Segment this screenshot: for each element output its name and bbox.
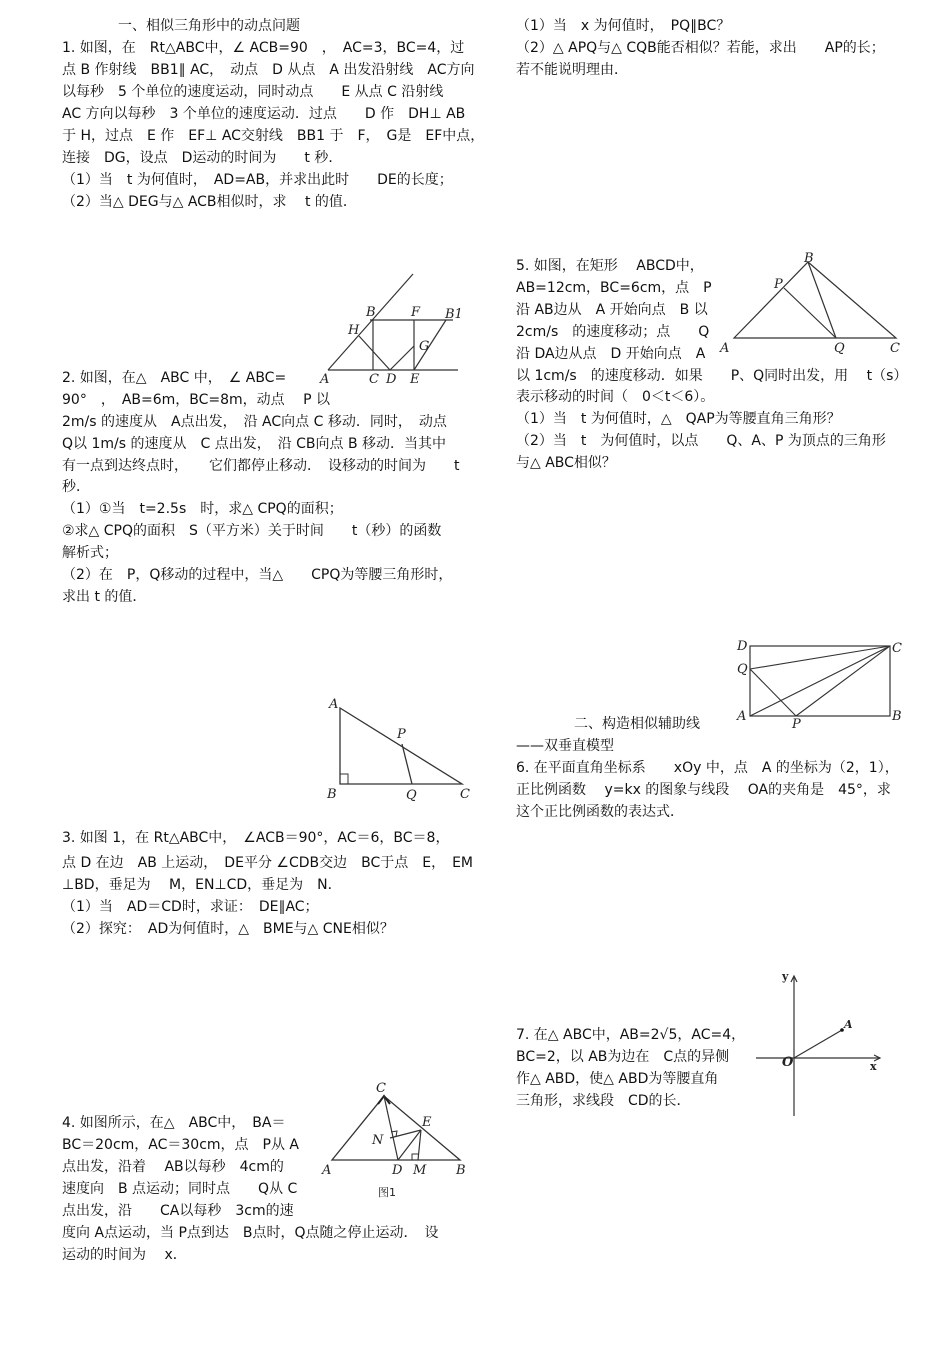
text-line: 以 1cm/s 的速度移动．如果 P、Q同时出发，用 t（s）	[516, 368, 908, 384]
label-C: C	[892, 641, 902, 656]
figure-problem-3	[320, 1078, 475, 1208]
label-M: M	[413, 1163, 427, 1178]
section2-title: 二、构造相似辅助线	[574, 716, 700, 732]
text-line: 点出发，沿 CA以每秒 3cm的速	[62, 1203, 294, 1219]
text-line: 解析式；	[62, 545, 118, 561]
text-line: Q以 1m/s 的速度从 C 点出发， 沿 CB向点 B 移动．当其中	[62, 436, 447, 452]
label-A: A	[320, 372, 330, 387]
section1-title: 一、相似三角形中的动点问题	[118, 18, 300, 34]
text-line: （1）当 t 为何值时， AD=AB，并求出此时 DE的长度；	[62, 172, 453, 188]
text-line: 2cm/s 的速度移动；点 Q	[516, 324, 710, 340]
label-E: E	[422, 1115, 432, 1130]
label-Q: Q	[834, 341, 845, 356]
label-y: y	[782, 970, 789, 983]
figure-problem-5-triangle	[716, 250, 906, 360]
label-A: A	[737, 709, 747, 724]
label-Q: Q	[406, 788, 417, 803]
text-line: （2）在 P，Q移动的过程中，当△ CPQ为等腰三角形时，	[62, 567, 453, 583]
text-line: 有一点到达终点时， 它们都停止移动． 设移动的时间为 t	[62, 458, 460, 474]
label-A: A	[720, 341, 730, 356]
text-line: 作△ ABD，使△ ABD为等腰直角	[516, 1071, 719, 1087]
label-P: P	[397, 727, 406, 742]
label-H: H	[348, 323, 360, 338]
text-line: 三角形，求线段 CD的长．	[516, 1093, 691, 1109]
text-line: （1）①当 t=2.5s 时，求△ CPQ的面积；	[62, 501, 343, 517]
label-C: C	[890, 341, 900, 356]
text-line: 2. 如图，在△ ABC 中， ∠ ABC=	[62, 370, 287, 386]
text-line: 与△ ABC相似？	[516, 455, 616, 471]
section2-subtitle: ——双垂直模型	[516, 738, 614, 754]
text-line: 速度向 B 点运动；同时点 Q从 C	[62, 1181, 298, 1197]
label-C: C	[376, 1081, 386, 1096]
label-G: G	[419, 339, 430, 354]
text-line: AB=12cm，BC=6cm，点 P	[516, 280, 712, 296]
text-line: （2）当 t 为何值时，以点 Q、A、P 为顶点的三角形	[516, 433, 886, 449]
text-line: 连接 DG，设点 D运动的时间为 t 秒．	[62, 150, 343, 166]
label-B: B	[892, 709, 902, 724]
label-D: D	[392, 1163, 403, 1178]
figure-problem-6-axes	[752, 966, 887, 1121]
label-B: B	[366, 305, 376, 320]
text-line: ⊥BD，垂足为 M，EN⊥CD，垂足为 N．	[62, 877, 342, 893]
text-line: 6. 在平面直角坐标系 xOy 中，点 A 的坐标为（2，1），	[516, 760, 899, 776]
text-line: 2m/s 的速度从 A点出发， 沿 AC向点 C 移动．同时， 动点	[62, 414, 447, 430]
figure-problem-1	[318, 272, 463, 392]
label-C: C	[369, 372, 379, 387]
label-B1: B1	[445, 307, 463, 322]
text-line: 度向 A点运动，当 P点到达 B点时，Q点随之停止运动． 设	[62, 1225, 439, 1241]
label-A: A	[329, 697, 339, 712]
text-line: 求出 t 的值．	[62, 589, 147, 605]
label-C: C	[460, 787, 470, 802]
text-line: 3. 如图 1，在 Rt△ABC中， ∠ACB＝90°，AC＝6，BC＝8，	[62, 830, 450, 846]
text-line: BC=2，以 AB为边在 C点的异侧	[516, 1049, 730, 1065]
text-line: 沿 AB边从 A 开始向点 B 以	[516, 302, 708, 318]
text-line: 沿 DA边从点 D 开始向点 A	[516, 346, 706, 362]
text-line: 5. 如图，在矩形 ABCD中，	[516, 258, 704, 274]
text-line: 于 H，过点 E 作 EF⊥ AC交射线 BB1 于 F， G是 EF中点，	[62, 128, 485, 144]
text-line: （1）当 AD＝CD时，求证： DE∥AC；	[62, 899, 319, 915]
text-line: 1. 如图，在 Rt△ABC中，∠ ACB=90 ， AC=3，BC=4，过	[62, 40, 465, 56]
label-B: B	[456, 1163, 466, 1178]
label-D: D	[386, 372, 397, 387]
text-line: 7. 在△ ABC中，AB=2√5，AC=4，	[516, 1027, 746, 1043]
figure-problem-2	[322, 694, 472, 806]
text-line: ②求△ CPQ的面积 S（平方米）关于时间 t（秒）的函数	[62, 523, 442, 539]
text-line: 这个正比例函数的表达式．	[516, 804, 684, 820]
text-line: （1）当 x 为何值时， PQ∥BC？	[516, 18, 731, 34]
label-P: P	[792, 717, 801, 732]
text-line: 若不能说明理由．	[516, 62, 628, 78]
text-line: （2）当△ DEG与△ ACB相似时，求 t 的值．	[62, 194, 357, 210]
label-A: A	[844, 1018, 853, 1031]
text-line: 4. 如图所示，在△ ABC中， BA＝	[62, 1115, 286, 1131]
text-line: 点出发，沿着 AB以每秒 4cm的	[62, 1159, 284, 1175]
text-line: 表示移动的时间（ 0＜t＜6）。	[516, 389, 715, 405]
text-line: 点 B 作射线 BB1∥ AC， 动点 D 从点 A 出发沿射线 AC方向	[62, 62, 475, 78]
label-x: x	[870, 1060, 877, 1073]
figure-problem-5-rectangle	[734, 636, 906, 732]
text-line: 90° ， AB=6m，BC=8m，动点 P 以	[62, 392, 331, 408]
label-D: D	[737, 639, 748, 654]
text-line: （2）△ APQ与△ CQB能否相似？若能，求出 AP的长；	[516, 40, 885, 56]
text-line: （2）探究： AD为何值时，△ BME与△ CNE相似？	[62, 921, 394, 937]
label-B: B	[804, 251, 814, 266]
figure-caption: 图1	[378, 1186, 396, 1199]
text-line: 秒．	[62, 479, 90, 495]
label-E: E	[410, 372, 420, 387]
text-line: 点 D 在边 AB 上运动， DE平分 ∠CDB交边 BC于点 E， EM	[62, 855, 474, 871]
text-line: 以每秒 5 个单位的速度运动，同时动点 E 从点 C 沿射线	[62, 84, 444, 100]
label-O: O	[782, 1055, 794, 1070]
label-Q: Q	[737, 662, 748, 677]
label-A: A	[322, 1163, 332, 1178]
label-B: B	[327, 787, 337, 802]
label-N: N	[372, 1133, 384, 1148]
text-line: （1）当 t 为何值时，△ QAP为等腰直角三角形？	[516, 411, 841, 427]
label-P: P	[774, 277, 783, 292]
text-line: AC 方向以每秒 3 个单位的速度运动．过点 D 作 DH⊥ AB	[62, 106, 466, 122]
text-line: BC＝20cm，AC＝30cm，点 P从 A	[62, 1137, 300, 1153]
text-line: 正比例函数 y=kx 的图象与线段 OA的夹角是 45°，求	[516, 782, 891, 798]
text-line: 运动的时间为 x．	[62, 1247, 187, 1263]
label-F: F	[411, 305, 421, 320]
